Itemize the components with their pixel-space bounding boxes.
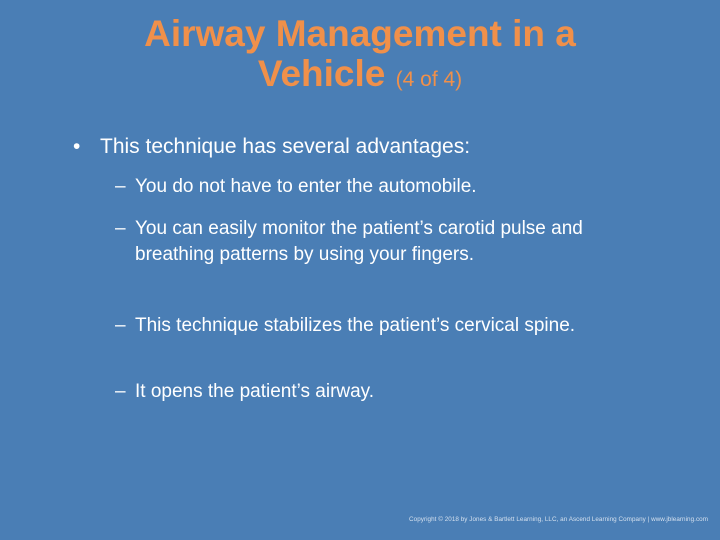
- copyright-footer: Copyright © 2018 by Jones & Bartlett Learning, LLC, an Ascend Learning Company | www.jblearning.com: [409, 516, 708, 523]
- title-part-counter: (4 of 4): [395, 68, 463, 91]
- sub-item-dash: –: [115, 176, 126, 197]
- bullet-text: This technique has several advantages:: [100, 135, 471, 158]
- bullet-marker: •: [73, 135, 81, 158]
- sub-item-text: You do not have to enter the automobile.: [135, 176, 477, 197]
- sub-item-stabilize-spine: [115, 313, 630, 339]
- sub-item-text: This technique stabilizes the patient’s cervical spine.: [135, 315, 576, 336]
- sub-item-dash: –: [115, 381, 126, 402]
- title-line-2-text: Vehicle: [257, 53, 386, 94]
- sub-item-text: It opens the patient’s airway.: [135, 381, 375, 402]
- sub-item-no-entry: [115, 174, 640, 200]
- bullet-item: [73, 134, 470, 160]
- sub-item-open-airway: [115, 379, 640, 405]
- title-line-1: Airway Management in a: [144, 13, 576, 54]
- sub-item-monitor-pulse: [115, 216, 600, 268]
- sub-item-dash: –: [115, 218, 126, 239]
- sub-item-dash: –: [115, 315, 126, 336]
- sub-item-text: You can easily monitor the patient’s carotid pulse and breathing patterns by using your fingers.: [135, 218, 583, 265]
